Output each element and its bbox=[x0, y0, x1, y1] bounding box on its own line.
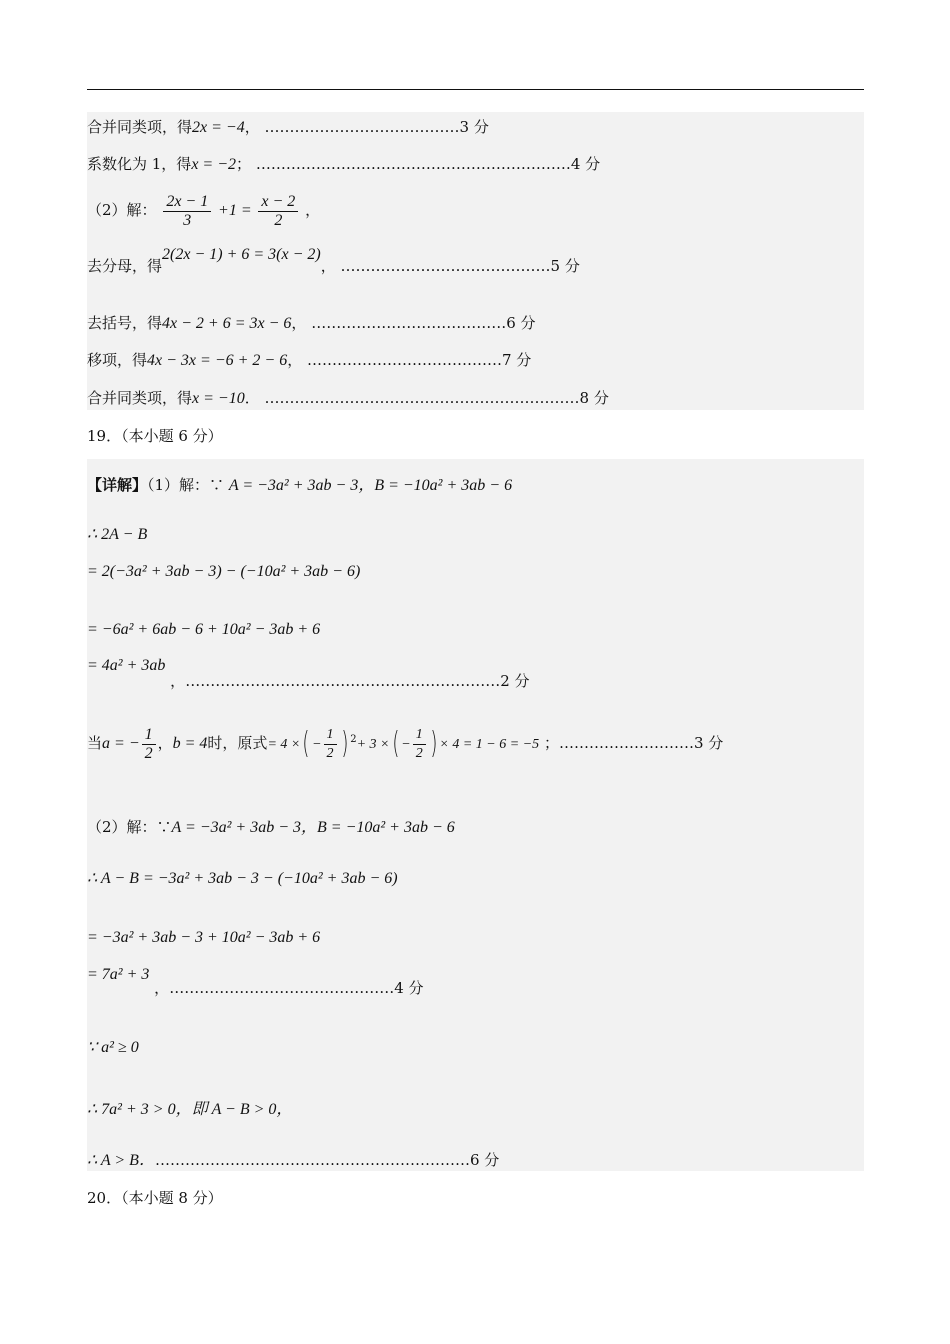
fraction: $\frac{1}{2}$ bbox=[324, 726, 337, 763]
fraction: $\frac{1}{2}$ bbox=[142, 726, 156, 763]
step-line: 【详解】（1）解：∵ A = −3a² + 3ab − 3，B = −10a² + 3ab − 6 bbox=[87, 476, 513, 494]
substitution-line: 当a = − $\frac{1}{2}$ ，b = 4时，原式= 4 ×( − $\frac{1}{2}$ ) $^2$+ 3 ×( − $\frac{1}{2}$ ) × 4 = 1 − 6 = −5 ；………………………3 分 bbox=[87, 725, 724, 762]
step-line: = 4a² + 3ab ，………………………………………………………2 分 bbox=[87, 657, 530, 690]
step-line: 系数化为 1，得x = −2； ………………………………………………………4 分 bbox=[87, 155, 601, 173]
fraction: $\frac{x - 2}{2}$ bbox=[258, 193, 298, 230]
step-line: 移项，得4x − 3x = −6 + 2 − 6， …………………………………7 分 bbox=[87, 351, 532, 369]
step-line: 去分母，得2(2x − 1) + 6 = 3(x − 2)， ……………………………………5 分 bbox=[87, 246, 580, 275]
step-line: 合并同类项，得2x = −4， …………………………………3 分 bbox=[87, 118, 489, 136]
solution-block-18 bbox=[87, 112, 864, 410]
step-line: ∵ a² ≥ 0 bbox=[87, 1039, 139, 1056]
fraction: $\frac{2x - 1}{3}$ bbox=[163, 193, 211, 230]
equation-line: （2）解： $\frac{2x - 1}{3}$ +1 = $\frac{x - 2}{2}$ ， bbox=[87, 192, 321, 229]
question-19-label: 19．（本小题 6 分） bbox=[87, 427, 223, 445]
step-line: = 7a² + 3 ，………………………………………4 分 bbox=[87, 966, 424, 997]
solution-block-19 bbox=[87, 459, 864, 1171]
step-line: （2）解：∵A = −3a² + 3ab − 3，B = −10a² + 3ab − 6 bbox=[87, 818, 455, 836]
step-line: ∴ 2A − B bbox=[87, 526, 148, 543]
step-line: = 2(−3a² + 3ab − 3) − (−10a² + 3ab − 6) bbox=[87, 563, 361, 580]
step-line: = −6a² + 6ab − 6 + 10a² − 3ab + 6 bbox=[87, 621, 321, 638]
step-line: ∴ A − B = −3a² + 3ab − 3 − (−10a² + 3ab − 6) bbox=[87, 870, 398, 887]
step-line: 合并同类项，得x = −10． ………………………………………………………8 分 bbox=[87, 389, 609, 407]
step-line: ∴ A > B．………………………………………………………6 分 bbox=[87, 1151, 500, 1169]
fraction: $\frac{1}{2}$ bbox=[413, 726, 426, 763]
header-rule bbox=[87, 89, 864, 90]
step-line: ∴ 7a² + 3 > 0，即 A − B > 0， bbox=[87, 1101, 293, 1118]
question-20-label: 20．（本小题 8 分） bbox=[87, 1189, 223, 1207]
step-line: 去括号，得4x − 2 + 6 = 3x − 6， …………………………………6 分 bbox=[87, 314, 536, 332]
step-line: = −3a² + 3ab − 3 + 10a² − 3ab + 6 bbox=[87, 929, 321, 946]
